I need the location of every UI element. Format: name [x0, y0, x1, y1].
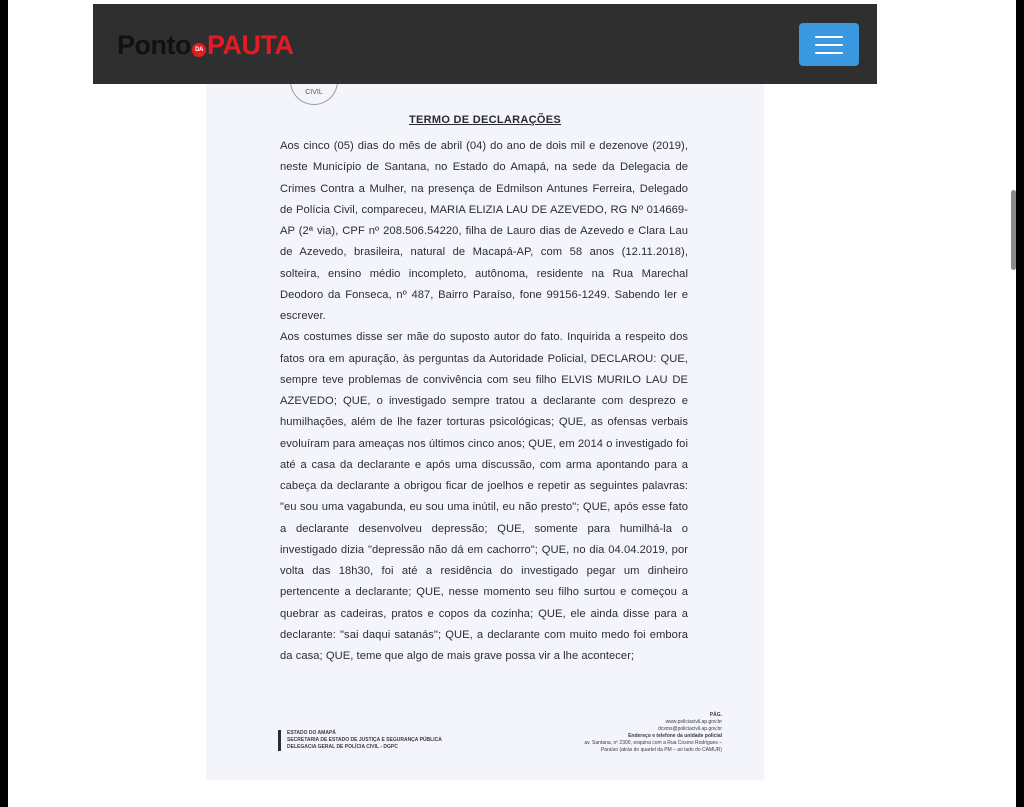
footer-left-line-2: SECRETARIA DE ESTADO DE JUSTIÇA E SEGURANÇA PÚBLICA	[287, 737, 442, 743]
site-logo[interactable]	[117, 29, 293, 61]
footer-right-line-1: PÁG.	[709, 712, 722, 718]
footer-right-line-6: Paraíso (atrás do quartel da PM – ao lado do CAMUR)	[600, 747, 722, 753]
logo-word-ponto: Ponto	[117, 29, 191, 60]
police-seal-icon: CIVIL	[290, 84, 338, 105]
document-footer-institution	[278, 730, 507, 751]
document-scan-image	[206, 84, 764, 780]
document-paragraph-2: Aos costumes disse ser mãe do suposto autor do fato. Inquirida a respeito dos fatos ora em apuração, às perguntas da Autoridade Policial, DECLAROU: QUE, sempre teve problemas de convivência com seu filho ELVIS MURILO LAU DE AZEVEDO; QUE, o investigado sempre tratou a declarante com desprezo e humilhações, além de lhe fazer torturas psicológicas; QUE, as ofensas verbais evoluíram para ameaças nos últimos cinco anos; QUE, em 2014 o investigado foi até a casa da declarante e após uma discussão, com arma apontando para a cabeça da declarante a obrigou ficar de joelhos e repetir as seguintes palavras: "eu sou uma vagabunda, eu sou uma inútil, eu não presto"; QUE, após esse fato a declarante desenvolveu depressão; QUE, somente para humilhá-la o investigado dizia "depressão não dá em cachorro"; QUE, no dia 04.04.2019, por volta das 18h30, foi até a residência do investigado pegar um dinheiro pertencente a declarante; QUE, nesse momento seu filho surtou e começou a quebrar as cadeiras, pratos e copos da cozinha; QUE, ele ainda disse para a declarante: "sai daqui satanás"; QUE, a declarante com muito medo foi embora da casa; QUE, teme que algo de mais grave possa vir a lhe acontecer;	[280, 331, 688, 662]
footer-right-line-2: www.policiacivil.ap.gov.br	[665, 719, 722, 725]
footer-right-line-4: Endereço e telefone da unidade policial	[628, 733, 722, 739]
left-letterbox-bar	[0, 0, 8, 807]
logo-badge: DA	[192, 43, 206, 57]
document-paragraph-1: Aos cinco (05) dias do mês de abril (04) do ano de dois mil e dezenove (2019), neste Município de Santana, no Estado do Amapá, na sede da Delegacia de Crimes Contra a Mulher, na presença de Edmilson Antunes Ferreira, Delegado de Polícia Civil, compareceu, MARIA ELIZIA LAU DE AZEVEDO, RG Nº 014669-AP (2ª via), CPF nº 208.506.54220, filha de Lauro dias de Azevedo e Clara Lau de Azevedo, brasileira, natural de Macapá-AP, com 58 anos (12.11.2018), solteira, ensino médio incompleto, autônoma, residente na Rua Marechal Deodoro da Fonseca, nº 487, Bairro Paraíso, fone 99156-1249. Sabendo ler e escrever.	[280, 140, 688, 322]
site-header	[93, 4, 877, 84]
document-body	[280, 136, 688, 667]
right-letterbox-bar	[1016, 0, 1024, 807]
document-footer-contact	[492, 712, 722, 754]
footer-right-line-5: av. Santana, nº 2300, esquina com a Rua Cosmo Rodrigues –	[584, 740, 722, 746]
hamburger-icon-bar-2	[815, 44, 843, 46]
page-scrollbar[interactable]	[1011, 190, 1016, 270]
footer-left-line-3: DELEGACIA GERAL DE POLÍCIA CIVIL - DGPC	[287, 744, 398, 750]
logo-word-pauta: PAUTA	[206, 29, 294, 60]
hamburger-icon-bar-3	[815, 52, 843, 54]
hamburger-icon-bar-1	[815, 36, 843, 38]
footer-right-line-3: dcsms@policiacivil.ap.gov.br	[658, 726, 722, 732]
document-title: TERMO DE DECLARAÇÕES	[408, 114, 562, 126]
hamburger-menu-button[interactable]	[799, 23, 859, 66]
footer-left-line-1: ESTADO DO AMAPÁ	[287, 730, 336, 736]
